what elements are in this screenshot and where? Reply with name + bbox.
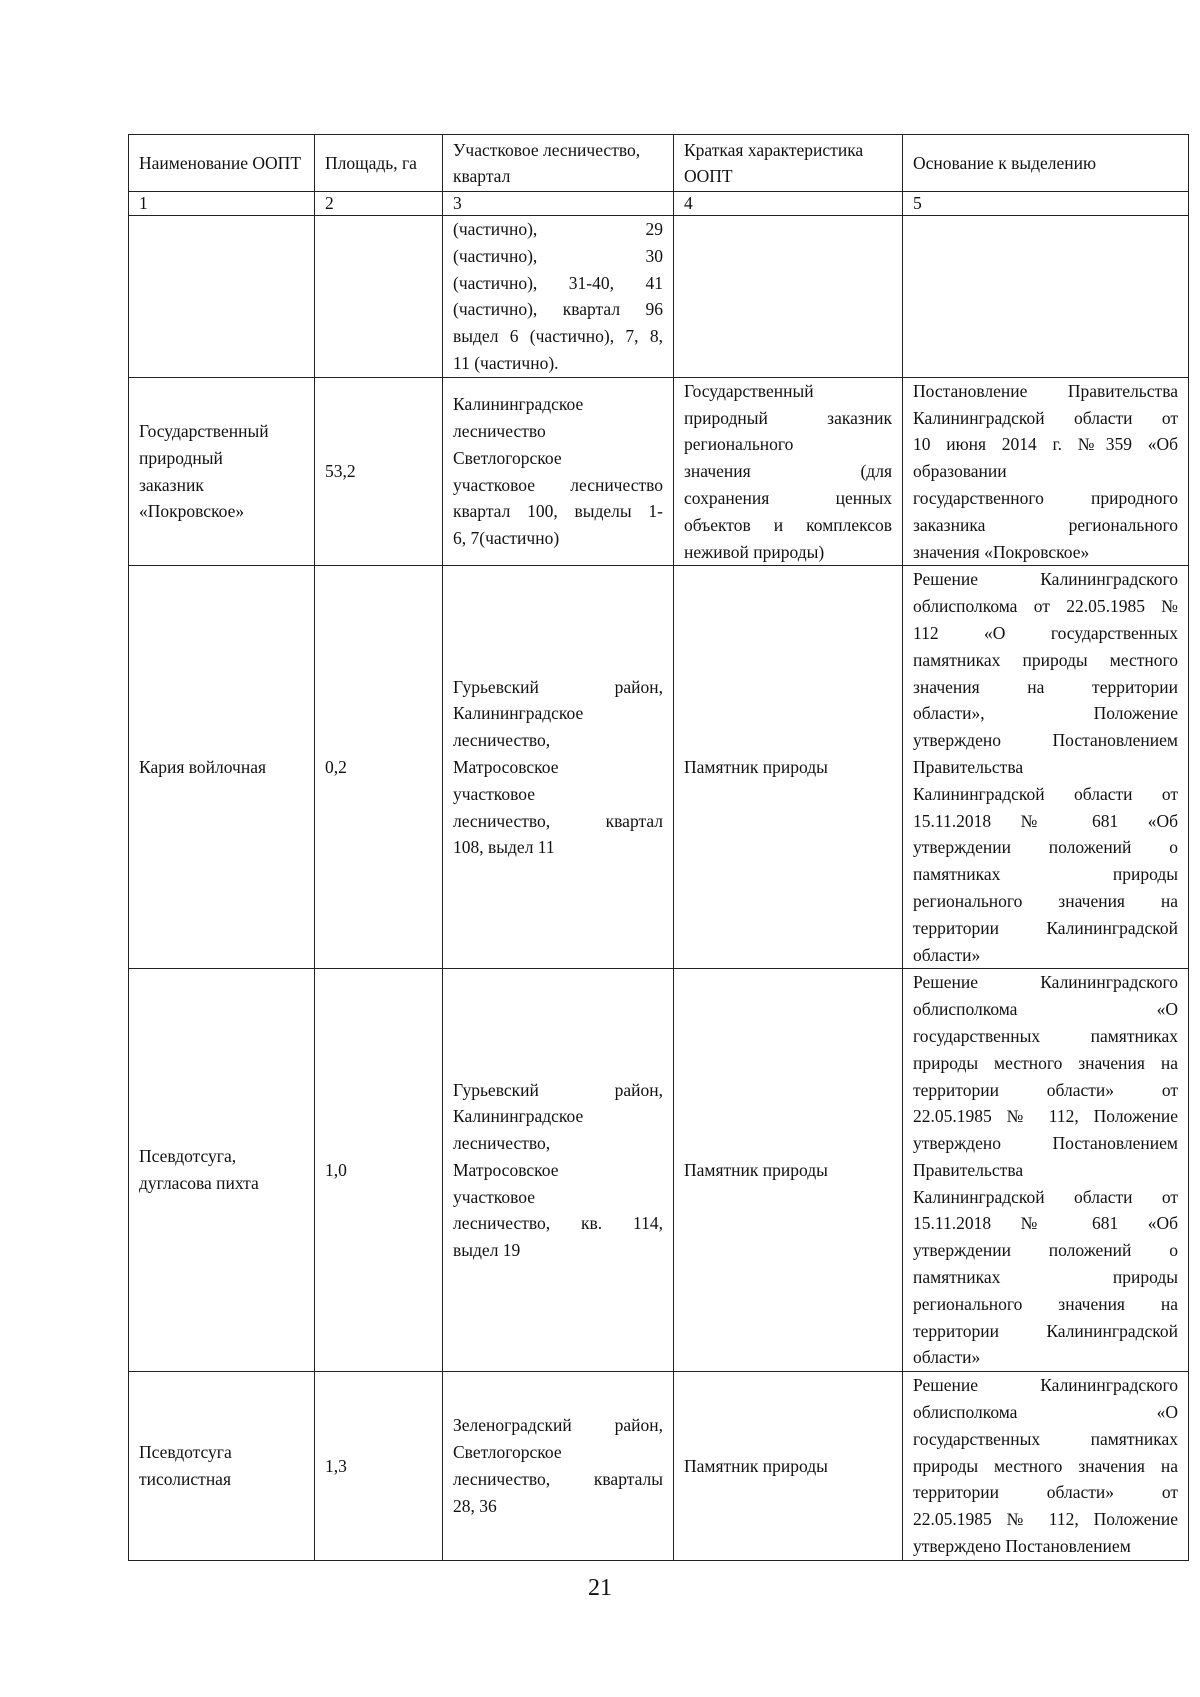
cell-text-line: природы местного значения на [913, 1052, 1178, 1073]
column-number-row [129, 192, 1189, 216]
cell-text-line: природный заказник [684, 407, 892, 428]
page-number: 21 [588, 1575, 612, 1601]
cell-text-line: участковое [453, 1186, 535, 1207]
cell-text-line: утверждено Постановлением [913, 730, 1178, 751]
cell-text-line: государственных памятниках [913, 1428, 1178, 1449]
cell-text-line: лесничество, квартал [453, 810, 663, 831]
cell-text-line: Зеленоградский район, [453, 1415, 663, 1436]
cell-text-line: облисполкома «О [913, 1402, 1178, 1423]
header-cell-name: Наименование ООПТ [129, 135, 315, 192]
cell-name [129, 566, 315, 969]
cell-text-line: 28, 36 [453, 1495, 497, 1516]
cell-district [443, 566, 674, 969]
cell-description [674, 216, 903, 378]
cell-text-line: Правительства [913, 756, 1024, 777]
cell-text-line: территории области» от [913, 1482, 1178, 1503]
column-number: 5 [903, 192, 1189, 216]
cell-text-line: значения (для [684, 461, 892, 482]
cell-description [674, 1372, 903, 1561]
header-cell-basis: Основание к выделению [903, 135, 1189, 192]
cell-text-line: Псевдотсуга, [139, 1146, 237, 1167]
cell-district [443, 377, 674, 566]
cell-basis [903, 216, 1189, 378]
cell-text-line: области» [913, 1347, 981, 1368]
cell-text-line: 15.11.2018 № 681 «Об [913, 1213, 1178, 1234]
cell-text-line: области» [913, 944, 981, 965]
cell-text-line: 6, 7(частично) [453, 528, 560, 549]
cell-text-line: Калининградской области от [913, 783, 1178, 804]
cell-name [129, 377, 315, 566]
cell-description [674, 969, 903, 1372]
cell-district [443, 1372, 674, 1561]
cell-name [129, 969, 315, 1372]
cell-area: 53,2 [315, 377, 443, 566]
cell-text-line: объектов и комплексов [684, 514, 892, 535]
cell-text-line: Калининградской области от [913, 1186, 1178, 1207]
cell-text-line: Калининградское [453, 394, 584, 415]
header-cell-district: Участковое лесничество, квартал [443, 135, 674, 192]
cell-text-line: Гурьевский район, [453, 676, 663, 697]
cell-text-line: памятниках природы местного [913, 649, 1178, 670]
cell-text-line: дугласова пихта [139, 1173, 259, 1194]
cell-text-line: участковое лесничество [453, 474, 663, 495]
cell-text-line: Решение Калининградского [913, 569, 1178, 590]
cell-text-line: выдел 6 (частично), 7, 8, [453, 326, 663, 347]
table-row [129, 216, 1189, 378]
cell-text-line: утверждении положений о [913, 1240, 1178, 1261]
cell-text-line: Памятник природы [684, 756, 828, 777]
oopt-table [128, 134, 1189, 1561]
cell-text-line: облисполкома «О [913, 999, 1178, 1020]
column-number: 2 [315, 192, 443, 216]
cell-text-line: Государственный [139, 420, 269, 441]
cell-text-line: Памятник природы [684, 1159, 828, 1180]
cell-text-line: регионального значения на [913, 890, 1178, 911]
cell-text-line: (частично), 30 [453, 245, 663, 266]
cell-text-line: лесничество, кв. 114, [453, 1213, 663, 1234]
cell-text-line: заказника регионального [913, 514, 1178, 535]
cell-description [674, 566, 903, 969]
cell-basis [903, 566, 1189, 969]
cell-text-line: выдел 19 [453, 1240, 521, 1261]
cell-name [129, 216, 315, 378]
cell-text-line: природный [139, 447, 223, 468]
cell-text-line: 22.05.1985 № 112, Положение [913, 1106, 1178, 1127]
cell-text-line: Государственный [684, 380, 814, 401]
column-number: 4 [674, 192, 903, 216]
cell-text-line: территории Калининградской [913, 1320, 1178, 1341]
cell-text-line: утверждено Постановлением [913, 1536, 1131, 1557]
cell-text-line: образовании [913, 461, 1007, 482]
header-cell-area: Площадь, га [315, 135, 443, 192]
cell-area: 1,0 [315, 969, 443, 1372]
cell-text-line: Калининградское [453, 703, 584, 724]
cell-text-line: неживой природы) [684, 541, 825, 562]
cell-description [674, 377, 903, 566]
cell-text-line: (частично), 29 [453, 219, 663, 239]
cell-text-line: Калининградской области от [913, 407, 1178, 428]
cell-basis [903, 1372, 1189, 1561]
cell-text-line: значения на территории [913, 676, 1178, 697]
cell-text-line: облисполкома от 22.05.1985 № [913, 596, 1178, 617]
cell-basis [903, 377, 1189, 566]
cell-text-line: области», Положение [913, 703, 1178, 724]
cell-text-line: лесничество, кварталы [453, 1469, 663, 1490]
cell-district [443, 969, 674, 1372]
cell-text-line: квартал 100, выделы 1- [453, 501, 663, 522]
cell-text-line: Калининградское [453, 1106, 584, 1127]
cell-text-line: памятниках природы [913, 1267, 1178, 1288]
cell-text-line: (частично), 31-40, 41 [453, 272, 663, 293]
cell-text-line: Правительства [913, 1159, 1024, 1180]
table-row [129, 377, 1189, 566]
column-number: 3 [443, 192, 674, 216]
table-row [129, 1372, 1189, 1561]
cell-text-line: сохранения ценных [684, 487, 892, 508]
cell-area: 1,3 [315, 1372, 443, 1561]
cell-text-line: лесничество [453, 420, 546, 441]
cell-area [315, 216, 443, 378]
cell-text-line: Гурьевский район, [453, 1079, 663, 1100]
cell-text-line: 22.05.1985 № 112, Положение [913, 1509, 1178, 1530]
table-row [129, 969, 1189, 1372]
cell-text-line: регионального [684, 434, 794, 455]
cell-text-line: лесничество, [453, 1133, 551, 1154]
header-cell-description: Краткая характеристика ООПТ [674, 135, 903, 192]
cell-text-line: «Покровское» [139, 501, 245, 522]
cell-text-line: участковое [453, 783, 535, 804]
cell-text-line: 10 июня 2014 г. №359 «Об [913, 434, 1178, 455]
cell-text-line: регионального значения на [913, 1293, 1178, 1314]
cell-text-line: территории области» от [913, 1079, 1178, 1100]
cell-text-line: Постановление Правительства [913, 380, 1178, 401]
cell-text-line: Памятник природы [684, 1455, 828, 1476]
cell-text-line: Матросовское [453, 1159, 559, 1180]
cell-text-line: 112 «О государственных [913, 622, 1178, 643]
cell-text-line: тисолистная [139, 1469, 231, 1490]
cell-text-line: Решение Калининградского [913, 972, 1178, 993]
cell-basis [903, 969, 1189, 1372]
cell-text-line: природы местного значения на [913, 1455, 1178, 1476]
cell-district [443, 216, 674, 378]
cell-text-line: 11 (частично). [453, 352, 559, 373]
cell-text-line: 15.11.2018 № 681 «Об [913, 810, 1178, 831]
cell-text-line: Матросовское [453, 756, 559, 777]
cell-text-line: государственного природного [913, 487, 1178, 508]
cell-text-line: значения «Покровское» [913, 541, 1090, 562]
cell-text-line: Светлогорское [453, 1442, 562, 1463]
cell-text-line: Кария войлочная [139, 756, 267, 777]
cell-name [129, 1372, 315, 1561]
cell-text-line: Псевдотсуга [139, 1442, 232, 1463]
header-row [129, 135, 1189, 192]
cell-text-line: лесничество, [453, 730, 551, 751]
cell-text-line: государственных памятниках [913, 1025, 1178, 1046]
cell-area: 0,2 [315, 566, 443, 969]
cell-text-line: Решение Калининградского [913, 1375, 1178, 1396]
cell-text-line: 108, выдел 11 [453, 837, 555, 858]
table-row [129, 566, 1189, 969]
cell-text-line: территории Калининградской [913, 917, 1178, 938]
cell-text-line: (частично), квартал 96 [453, 299, 663, 320]
cell-text-line: утверждении положений о [913, 837, 1178, 858]
table-body [129, 216, 1189, 1561]
column-number: 1 [129, 192, 315, 216]
cell-text-line: памятниках природы [913, 864, 1178, 885]
cell-text-line: заказник [139, 474, 204, 495]
cell-text-line: Светлогорское [453, 447, 562, 468]
cell-text-line: утверждено Постановлением [913, 1133, 1178, 1154]
